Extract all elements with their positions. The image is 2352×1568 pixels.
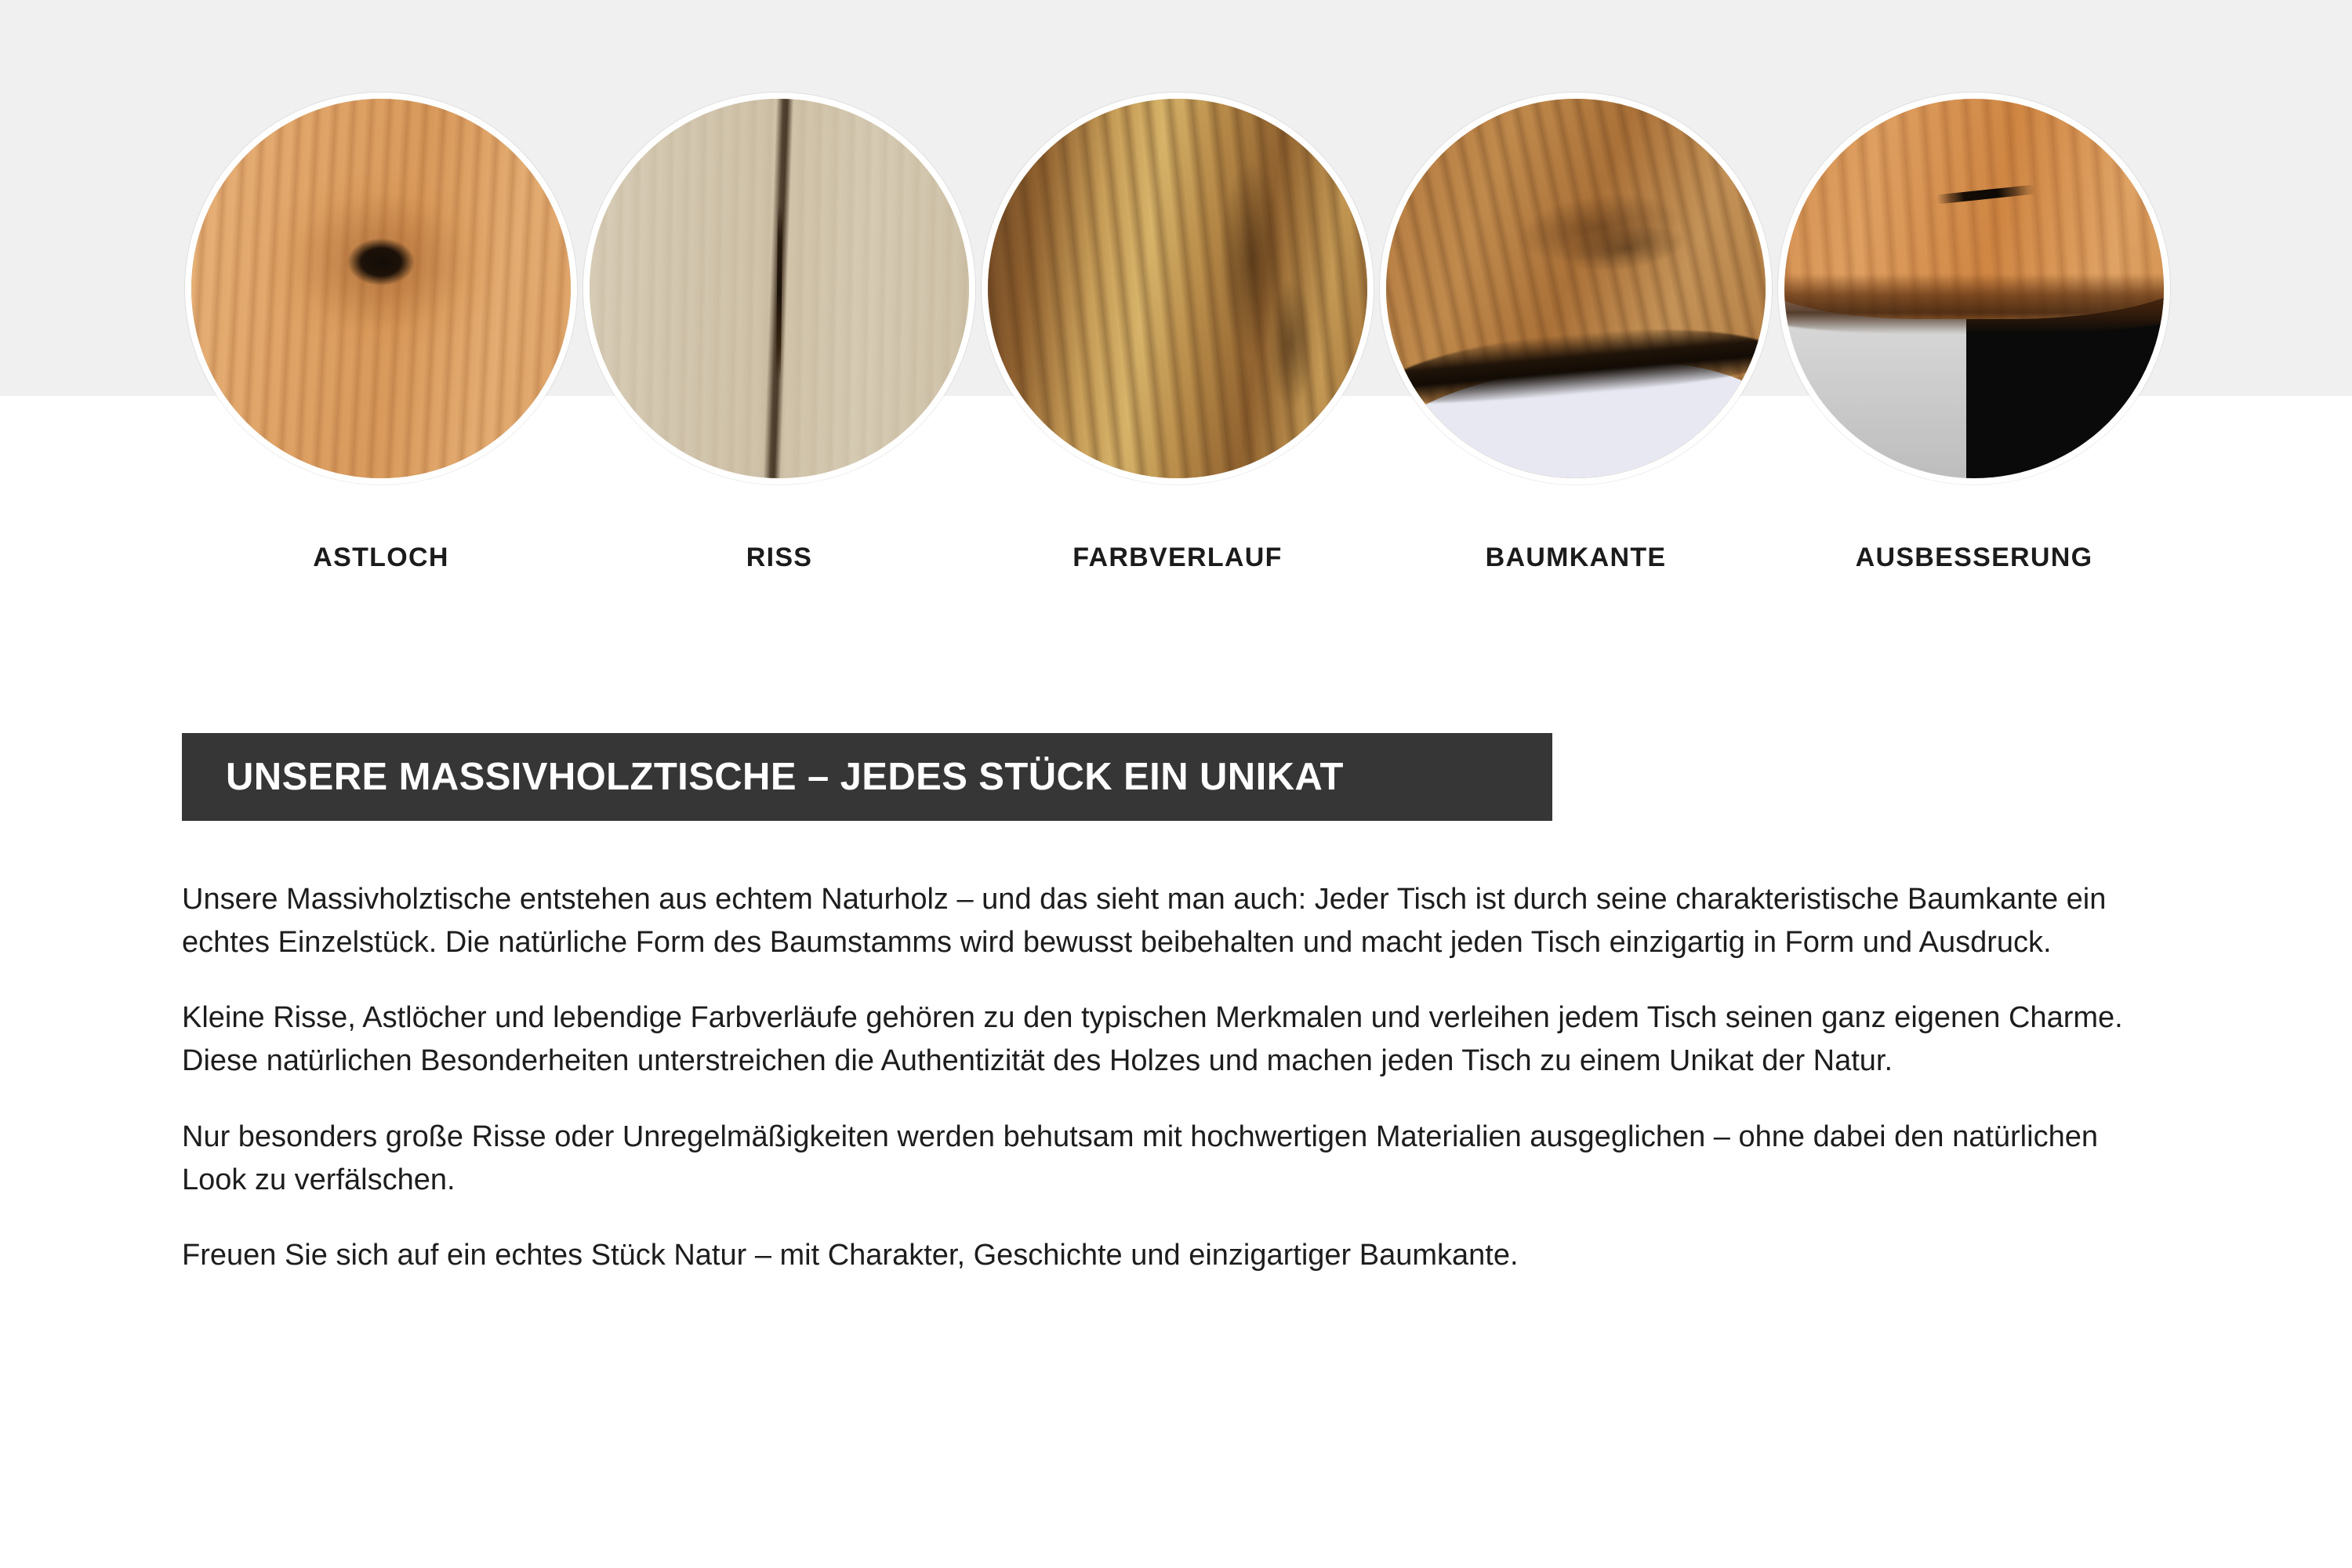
gallery-item-baumkante bbox=[1377, 93, 1775, 573]
wood-colorgradient-sample-icon bbox=[982, 93, 1374, 485]
gallery-caption-baumkante: BAUMKANTE bbox=[1485, 543, 1667, 572]
circle-wrap-riss bbox=[580, 93, 978, 522]
grain-streak-icon bbox=[1200, 122, 1330, 463]
circle-wrap-baumkante bbox=[1377, 93, 1775, 522]
gallery-item-astloch bbox=[182, 93, 580, 573]
gallery-item-ausbesserung bbox=[1775, 93, 2173, 573]
body-copy bbox=[182, 878, 2165, 1277]
table-edge-shadow-icon bbox=[1778, 274, 2170, 334]
headline-banner bbox=[182, 733, 1552, 821]
gallery-caption-farbverlauf: FARBVERLAUF bbox=[1073, 543, 1283, 572]
paragraph-3: Nur besonders große Risse oder Unregelmäßigkeiten werden behutsam mit hochwertigen Materialien ausgeglichen – ohne dabei den natürlichen Look zu verfälschen. bbox=[182, 1120, 2098, 1196]
gallery-caption-ausbesserung: AUSBESSERUNG bbox=[1855, 543, 2093, 572]
page-title: UNSERE MASSIVHOLZTISCHE – JEDES STÜCK EIN UNIKAT bbox=[226, 756, 1344, 798]
gallery-caption-riss: RISS bbox=[746, 543, 813, 572]
circle-wrap-farbverlauf bbox=[978, 93, 1377, 522]
gallery-caption-astloch: ASTLOCH bbox=[313, 543, 449, 572]
gallery-item-farbverlauf bbox=[978, 93, 1377, 573]
wood-feature-gallery bbox=[182, 93, 2173, 641]
paragraph-2: Kleine Risse, Astlöcher und lebendige Farbverläufe gehören zu den typischen Merkmalen und verleihen jedem Tisch seinen ganz eigenen Charme. Diese natürlichen Besonderheiten unterstreichen die Authentizität des Holzes und machen jeden Tisch zu einem Unikat der Natur. bbox=[182, 1001, 2123, 1078]
wood-repair-sample-icon bbox=[1778, 93, 2170, 485]
paragraph-1: Unsere Massivholztische entstehen aus echtem Naturholz – und das sieht man auch: Jeder Tisch ist durch seine charakteristische Baumkante ein echtes Einzelstück. Die natürliche Form des Baumstamms wird bewusst beibehalten und macht jeden Tisch einzigartig in Form und Ausdruck. bbox=[182, 883, 2107, 959]
wood-knot-sample-icon bbox=[185, 93, 577, 485]
table-leg-grey-icon bbox=[1784, 311, 1974, 478]
gallery-item-riss bbox=[580, 93, 978, 573]
wood-crack-sample-icon bbox=[583, 93, 975, 485]
wood-liveedge-sample-icon bbox=[1380, 93, 1772, 485]
circle-wrap-ausbesserung bbox=[1775, 93, 2173, 522]
circle-wrap-astloch bbox=[182, 93, 580, 522]
grain-swirl-icon bbox=[1442, 110, 1755, 345]
paragraph-4: Freuen Sie sich auf ein echtes Stück Natur – mit Charakter, Geschichte und einzigartiger Baumkante. bbox=[182, 1239, 1519, 1272]
